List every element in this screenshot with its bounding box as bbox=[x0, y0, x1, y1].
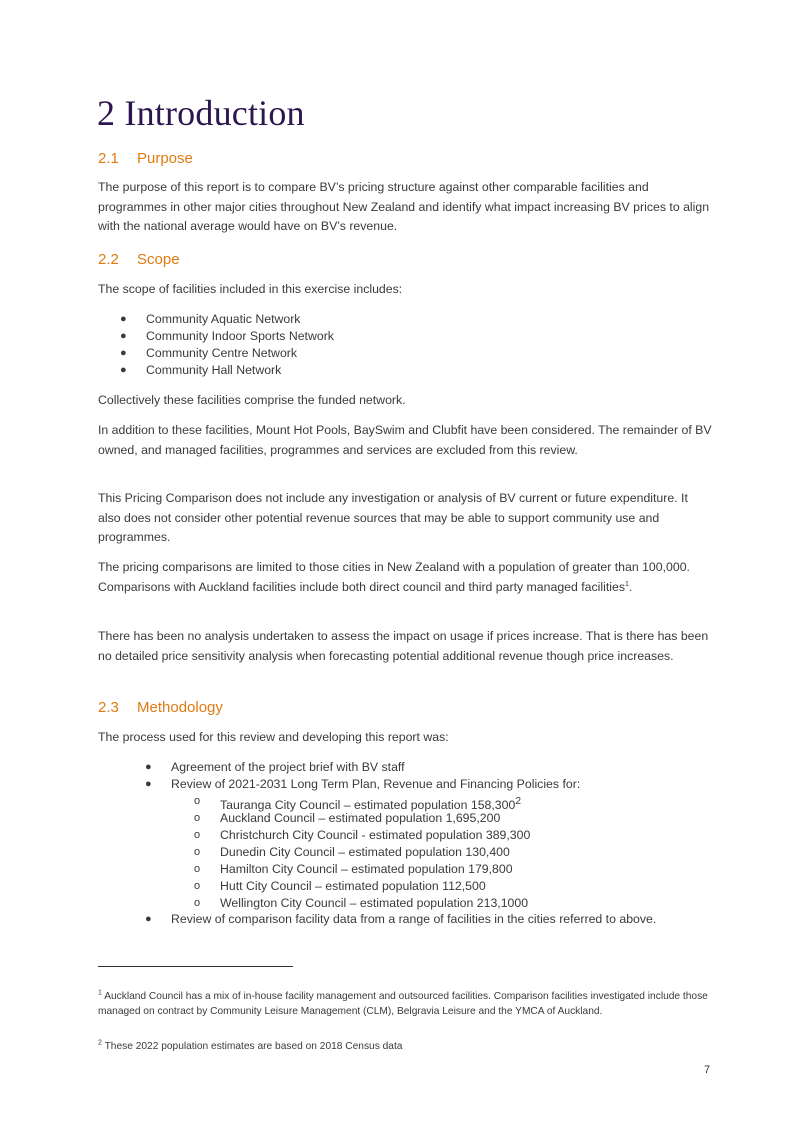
methodology-list-continued bbox=[145, 911, 657, 928]
footnote-divider bbox=[98, 966, 293, 967]
section-heading-scope bbox=[98, 251, 180, 268]
section-title: Methodology bbox=[137, 699, 223, 716]
bullet-icon: ● bbox=[120, 313, 127, 325]
purpose-paragraph: The purpose of this report is to compare BV’s pricing structure against other comparable facilities and programmes in other major cities throughout New Zealand and identify what impact increasing BV prices to align with the national average would have on BV’s revenue. bbox=[98, 180, 710, 234]
list-item: ● Review of comparison facility data from a range of facilities in the cities referred to above. bbox=[145, 912, 657, 926]
list-item: o Dunedin City Council – estimated population 130,400 bbox=[194, 845, 510, 859]
footnote-mark: 1 bbox=[98, 989, 102, 997]
scope-list bbox=[120, 311, 334, 379]
section-number: 2.1 bbox=[98, 150, 119, 167]
footnote-ref: 1 bbox=[625, 580, 629, 588]
scope-paragraph-3: This Pricing Comparison does not include any investigation or analysis of BV current or future expenditure. It also does not consider other potential revenue sources that may be able to support community use and programmes. bbox=[98, 491, 688, 545]
scope-paragraph-4: The pricing comparisons are limited to those cities in New Zealand with a population of greater than 100,000. Comparisons with Auckland facilities include both direct council and third party managed facilities$^1$. bbox=[98, 560, 690, 594]
footnote-ref: 2 bbox=[515, 796, 522, 807]
section-heading-purpose bbox=[98, 150, 193, 167]
section-heading-methodology bbox=[98, 699, 223, 716]
circle-bullet-icon: o bbox=[194, 863, 201, 875]
list-item: ● Review of 2021-2031 Long Term Plan, Revenue and Financing Policies for: bbox=[145, 777, 581, 791]
section-number: 2.3 bbox=[98, 699, 119, 716]
circle-bullet-icon: o bbox=[194, 795, 201, 807]
list-item: ● Community Centre Network bbox=[120, 346, 298, 360]
circle-bullet-icon: o bbox=[194, 812, 201, 824]
page-number: 7 bbox=[704, 1064, 711, 1076]
scope-paragraph-1: Collectively these facilities comprise the funded network. bbox=[98, 393, 406, 407]
circle-bullet-icon: o bbox=[194, 880, 201, 892]
circle-bullet-icon: o bbox=[194, 846, 201, 858]
list-item: o Hamilton City Council – estimated population 179,800 bbox=[194, 862, 513, 876]
scope-paragraph-5: There has been no analysis undertaken to assess the impact on usage if prices increase. That is there has been no detailed price sensitivity analysis when forecasting potential additional revenue though price increases. bbox=[98, 629, 709, 663]
list-item: o Wellington City Council – estimated population 213,1000 bbox=[194, 896, 529, 910]
methodology-list bbox=[145, 759, 581, 793]
council-sublist bbox=[194, 793, 531, 912]
bullet-icon: ● bbox=[120, 330, 127, 342]
bullet-icon: ● bbox=[120, 347, 127, 359]
scope-intro: The scope of facilities included in this exercise includes: bbox=[98, 282, 403, 296]
list-item: o Tauranga City Council – estimated population 158,300$^2$ bbox=[194, 795, 522, 813]
bullet-icon: ● bbox=[120, 364, 127, 376]
footnote-1: $^1$ Auckland Council has a mix of in-house facility management and outsourced facilities. Comparison facilities investigated include those managed on contract by Community Leisure Management (CLM), Belgravia Leisure and the YMCA of Auckland. bbox=[98, 989, 708, 1017]
methodology-intro: The process used for this review and developing this report was: bbox=[98, 730, 449, 744]
list-item: ● Community Indoor Sports Network bbox=[120, 329, 334, 343]
list-item: o Hutt City Council – estimated population 112,500 bbox=[194, 879, 486, 893]
page-title: 2 Introduction bbox=[97, 93, 305, 133]
list-item: ● Community Aquatic Network bbox=[120, 312, 301, 326]
list-item: ● Community Hall Network bbox=[120, 363, 282, 377]
bullet-icon: ● bbox=[145, 778, 152, 790]
circle-bullet-icon: o bbox=[194, 829, 201, 841]
section-number: 2.2 bbox=[98, 251, 119, 268]
list-item: ● Agreement of the project brief with BV staff bbox=[145, 760, 405, 774]
section-title: Scope bbox=[137, 251, 180, 268]
bullet-icon: ● bbox=[145, 913, 152, 925]
list-item: o Auckland Council – estimated population 1,695,200 bbox=[194, 811, 501, 825]
list-item: o Christchurch City Council - estimated population 389,300 bbox=[194, 828, 531, 842]
section-title: Purpose bbox=[137, 150, 193, 167]
bullet-icon: ● bbox=[145, 761, 152, 773]
scope-paragraph-2: In addition to these facilities, Mount Hot Pools, BaySwim and Clubfit have been considered. The remainder of BV owned, and managed facilities, programmes and services are excluded from this review. bbox=[98, 423, 712, 457]
circle-bullet-icon: o bbox=[194, 897, 201, 909]
footnote-mark: 2 bbox=[98, 1039, 102, 1047]
footnote-2: $^2$ These 2022 population estimates are based on 2018 Census data bbox=[98, 1039, 403, 1052]
